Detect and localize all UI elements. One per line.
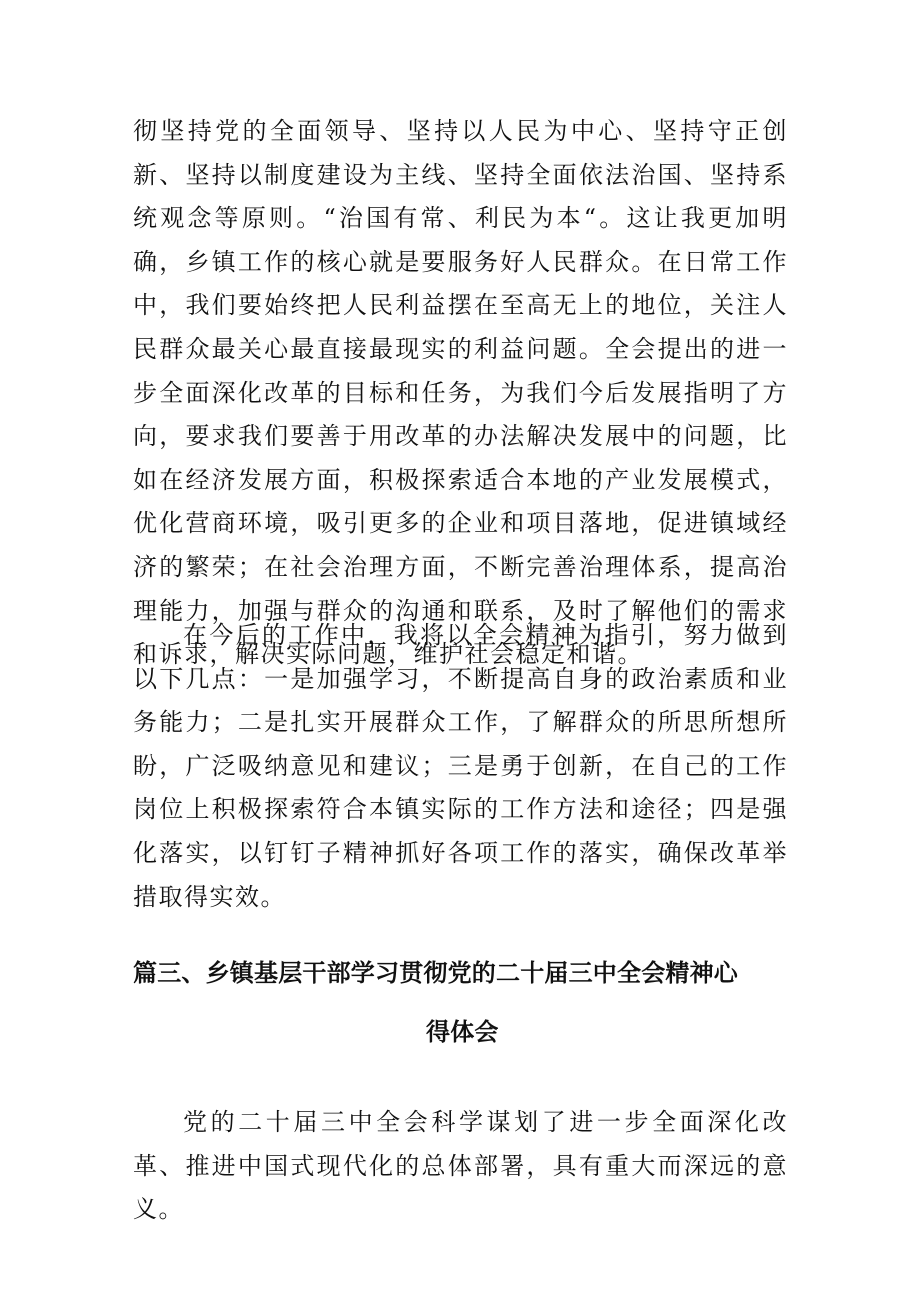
body-paragraph-continued: 彻坚持党的全面领导、坚持以人民为中心、坚持守正创新、坚持以制度建设为主线、坚持全面依法治国、坚持系统观念等原则。“治国有常、利民为本“。这让我更加明确，乡镇工作的核心就是要服务好人民群众。在日常工作中，我们要始终把人民利益摆在至高无上的地位，关注人民群众最关心最直接最现实的利益问题。全会提出的进一步全面深化改革的目标和任务，为我们今后发展指明了方向，要求我们要善于用改革的办法解决发展中的问题，比如在经济发展方面，积极探索适合本地的产业发展模式，优化营商环境，吸引更多的企业和项目落地，促进镇域经济的繁荣；在社会治理方面，不断完善治理体系，提高治理能力，加强与群众的沟通和联系，及时了解他们的需求和诉求，解决实际问题，维护社会稳定和谐。 — [133, 117, 788, 669]
section-heading-line-2: 得体会 — [426, 1018, 499, 1046]
body-paragraph-intro: 党的二十届三中全会科学谋划了进一步全面深化改革、推进中国式现代化的总体部署，具有重大而深远的意义。 — [133, 1108, 788, 1224]
section-heading-line-1: 篇三、乡镇基层干部学习贯彻党的二十届三中全会精神心 — [133, 959, 738, 987]
body-paragraph-work-plan: 在今后的工作中，我将以全会精神为指引，努力做到以下几点：一是加强学习，不断提高自身的政治素质和业务能力；二是扎实开展群众工作，了解群众的所思所想所盼，广泛吸纳意见和建议；三是勇于创新，在自己的工作岗位上积极探索符合本镇实际的工作方法和途径；四是强化落实，以钉钉子精神抓好各项工作的落实，确保改革举措取得实效。 — [133, 621, 788, 911]
